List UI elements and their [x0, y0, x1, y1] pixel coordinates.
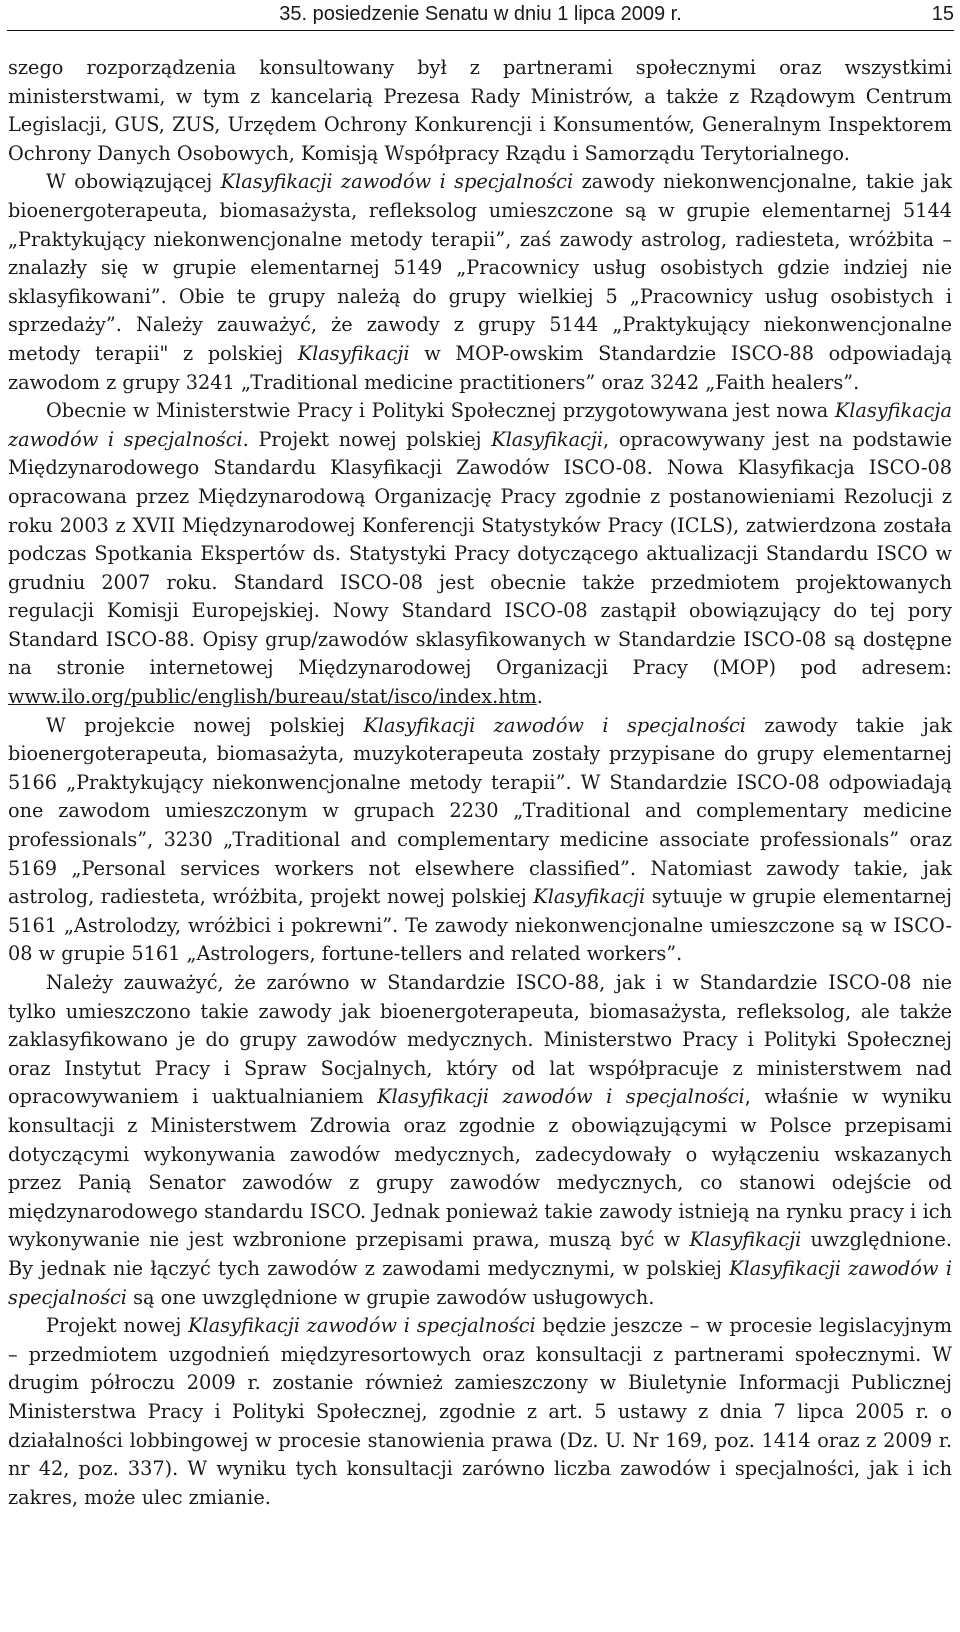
paragraph-text: Obecnie w Ministerstwie Pracy i Polityki Społecznej przygotowywana jest nowa [46, 399, 835, 423]
paragraph-text: . [536, 685, 543, 709]
italic-title: Klasyfikacji [533, 885, 646, 909]
italic-title: Klasyfikacji zawodów i specjalności [363, 713, 746, 737]
paragraph-text: W obowiązującej [46, 170, 221, 194]
paragraph-text: będzie jeszcze – w procesie legislacyjnym – przedmiotem uzgodnień międzyresortowych oraz konsultacji z partnerami społecznymi. W drugim półroczu 2009 r. zostanie również zamieszczony w Biuletynie Informacji Publicznej Ministerstwa Pracy i Polityki Społecznej, zgodnie z art. 5 ustawy z dnia 7 lipca 2005 r. o działalności lobbingowej w procesie stanowienia prawa (Dz. U. Nr 169, poz. 1414 oraz z 2009 r. nr 42, poz. 337). W wyniku tych konsultacji zarówno liczba zawodów i specjalności, jak i ich zakres, może ulec zmianie. [8, 1314, 952, 1509]
paragraph-text: Należy zauważyć, że zarówno w Standardzie ISCO-88, jak i w Standardzie ISCO-08 nie tylko umieszczono takie zawody jak bioenergoterapeuta, biomasażysta, refleksolog, ale także zaklasyfikowano je do grupy zawodów medycznych. Ministerstwo Pracy i Polityki Społecznej oraz Instytut Pracy i Spraw Socjalnych, który od lat współpracuje z ministerstwem nad opracowywaniem i uaktualnianiem [8, 971, 952, 1109]
ilo-link[interactable]: www.ilo.org/public/english/bureau/stat/isco/index.htm [8, 685, 537, 709]
paragraph [8, 1312, 952, 1512]
paragraph-text: , właśnie w wyniku konsultacji z Ministerstwem Zdrowia oraz zgodnie z obowiązującymi w Polsce przepisami dotyczącymi wykonywania zawodów medycznych, zadecydowały o wyłączeniu wskazanych przez Panią Senator zawodów z grupy zawodów medycznych, co stanowi odejście od międzynarodowego standardu ISCO. Jednak ponieważ takie zawody istnieją na rynku pracy i ich wykonywanie nie jest wzbronione przepisami prawa, muszą być w [8, 1085, 952, 1252]
italic-title: Klasyfikacji [491, 427, 604, 451]
paragraph-text: uwzględnione. By jednak nie łączyć tych zawodów z zawodami medycznymi, w polskiej [8, 1228, 953, 1280]
italic-title: Klasyfikacja zawodów i specjalności [8, 399, 952, 451]
italic-title: Klasyfikacji [297, 341, 410, 365]
paragraph-text: zawody niekonwencjonalne, takie jak bioenergoterapeuta, biomasażysta, refleksolog umieszczone są w grupie elementarnej 5144 „Praktykujący niekonwencjonalne metody terapii”, zaś zawody astrolog, radiesteta, wróżbita – znalazły się w grupie elementarnej 5149 „Pracownicy usług osobistych gdzie indziej nie sklasyfikowani”. Obie te grupy należą do grupy wielkiej 5 „Pracownicy usług osobistych i sprzedaży”. Należy zauważyć, że zawody z grupy 5144 „Praktykujący niekonwencjonalne metody terapii" z polskiej [8, 170, 953, 365]
paragraph-text: sytuuje w grupie elementarnej 5161 „Astrolodzy, wróżbici i pokrewni”. Te zawody niekonwencjonalne umieszczone są w ISCO-08 w grupie 5161 „Astrologers, fortune-tellers and related workers”. [8, 885, 952, 966]
paragraph [8, 54, 952, 168]
paragraph-text: są one uwzględnione w grupie zawodów usługowych. [126, 1285, 655, 1309]
paragraph-text: W projekcie nowej polskiej [46, 713, 364, 737]
italic-title: Klasyfikacji [689, 1228, 802, 1252]
italic-title: Klasyfikacji zawodów i specjalności [188, 1314, 536, 1338]
paragraph-text: zawody takie jak bioenergoterapeuta, biomasażyta, muzykoterapeuta zostały przypisane do grupy elementarnej 5166 „Praktykujący niekonwencjonalne metody terapii”. W Standardzie ISCO-08 odpowiadają one zawodom umieszczonym w grupach 2230 „Traditional and complementary medicine professionals”, 3230 „Traditional and complementary medicine associate professionals” oraz 5169 „Personal services workers not elsewhere classified”. Natomiast zawody takie, jak astrolog, radiesteta, wróżbita, projekt nowej polskiej [8, 713, 952, 909]
paragraph [8, 168, 952, 397]
page-header [7, 0, 954, 31]
paragraph [8, 969, 952, 1312]
italic-title: Klasyfikacji zawodów i specjalności [8, 1256, 952, 1309]
paragraph-text: , opracowywany jest na podstawie Międzynarodowego Standardu Klasyfikacji Zawodów ISCO-08. Nowa Klasyfikacja ISCO-08 opracowana przez Międzynarodową Organizację Pracy zgodnie z postanowieniami Rezolucji z roku 2003 z XVII Międzynarodowej Konferencji Statystyków Pracy (ICLS), zatwierdzona została podczas Spotkania Ekspertów ds. Statystyki Pracy dotyczącego aktualizacji Standardu ISCO w grudniu 2007 roku. Standard ISCO-08 jest obecnie także przedmiotem projektowanych regulacji Komisji Europejskiej. Nowy Standard ISCO-08 zastąpił obowiązujący do tej pory Standard ISCO-88. Opisy grup/zawodów sklasyfikowanych w Standardzie ISCO-08 są dostępne na stronie internetowej Międzynarodowej Organizacji Pracy (MOP) pod adresem: [8, 427, 953, 680]
paragraph-text: Projekt nowej [46, 1314, 189, 1338]
paragraph-text: w MOP-owskim Standardzie ISCO-88 odpowiadają zawodom z grupy 3241 „Traditional medicine practitioners” oraz 3242 „Faith healers”. [8, 341, 952, 394]
page-number: 15 [931, 3, 954, 25]
header-title: 35. posiedzenie Senatu w dniu 1 lipca 2009 r. [279, 3, 682, 25]
paragraph [8, 712, 952, 969]
italic-title: Klasyfikacji zawodów i specjalności [377, 1085, 745, 1109]
paragraph-text: szego rozporządzenia konsultowany był z partnerami społecznymi oraz wszystkimi ministerstwami, w tym z kancelarią Prezesa Rady Ministrów, a także z Rządowym Centrum Legislacji, GUS, ZUS, Urzędem Ochrony Konkurencji i Konsumentów, Generalnym Inspektorem Ochrony Danych Osobowych, Komisją Współpracy Rządu i Samorządu Terytorialnego. [8, 56, 952, 165]
paragraph [8, 397, 952, 712]
document-body [8, 54, 952, 1512]
italic-title: Klasyfikacji zawodów i specjalności [220, 170, 574, 194]
paragraph-text: . Projekt nowej polskiej [242, 427, 492, 451]
